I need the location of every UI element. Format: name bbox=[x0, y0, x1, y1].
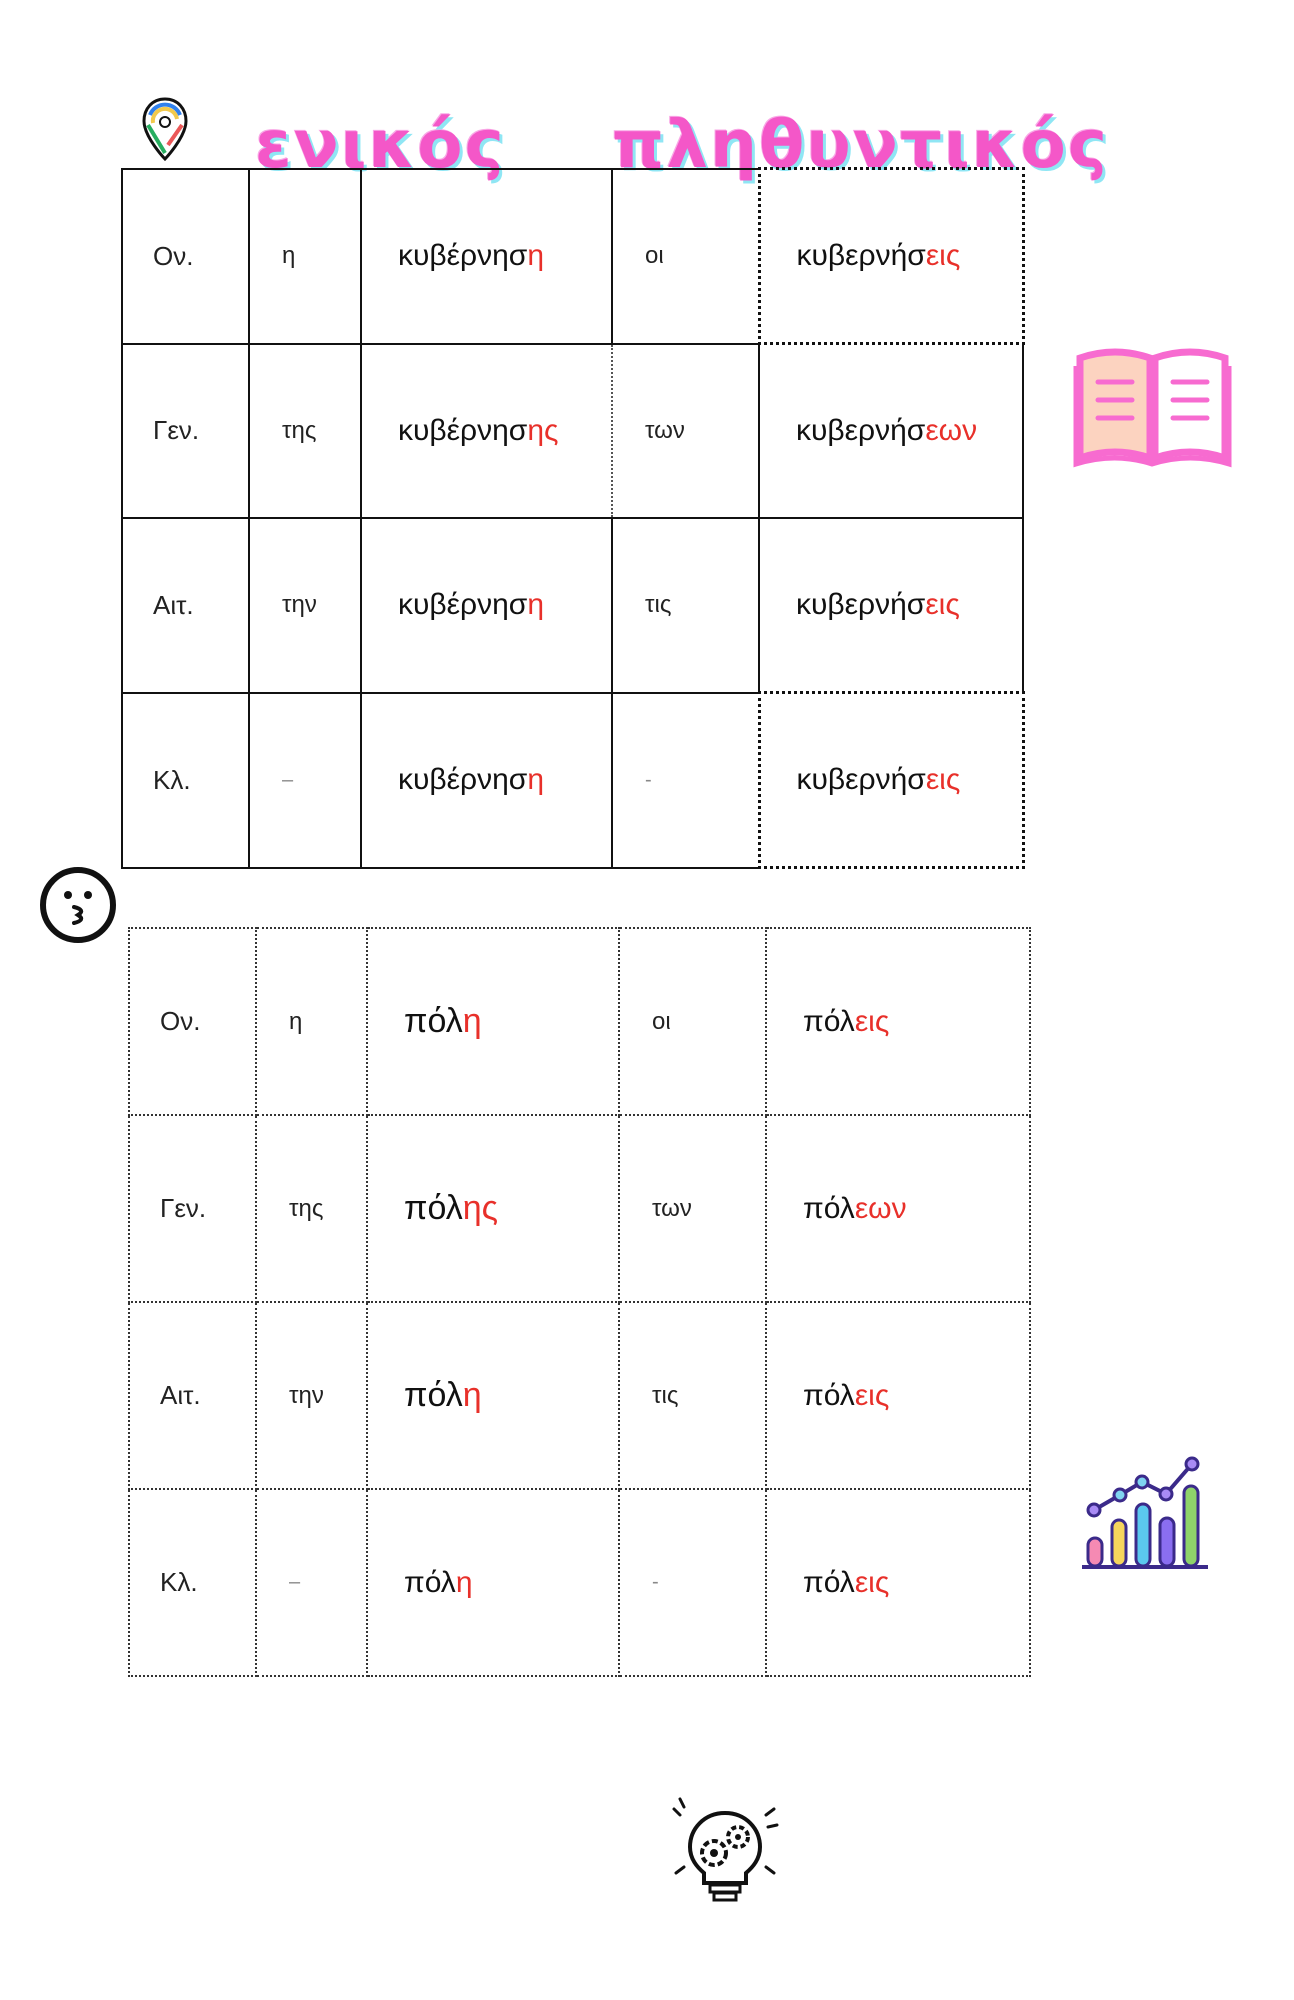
word-ending: εων bbox=[854, 1191, 907, 1225]
word-ending: εις bbox=[925, 239, 961, 272]
article-singular: – bbox=[256, 1489, 367, 1676]
case-label: Κλ. bbox=[129, 1489, 256, 1676]
word-stem: κυβέρνησ bbox=[398, 239, 528, 272]
declension-table-kyvernisi bbox=[121, 167, 1025, 869]
table-row bbox=[122, 693, 1023, 868]
article-singular: – bbox=[249, 693, 361, 868]
word-plural bbox=[766, 1302, 1030, 1489]
word-singular bbox=[367, 1302, 619, 1489]
declension-table-poli bbox=[128, 927, 1031, 1677]
article-singular: την bbox=[249, 518, 361, 693]
article-singular: της bbox=[256, 1115, 367, 1302]
word-stem: πόλ bbox=[803, 1565, 855, 1599]
word-stem: κυβερνήσ bbox=[796, 414, 926, 447]
map-pin-icon bbox=[140, 95, 190, 165]
lightbulb-gears-icon bbox=[670, 1795, 780, 1905]
word-stem: πόλ bbox=[803, 1004, 855, 1038]
case-label: Αιτ. bbox=[122, 518, 249, 693]
article-plural: - bbox=[619, 1489, 766, 1676]
word-ending: η bbox=[455, 1565, 473, 1599]
word-stem: κυβέρνησ bbox=[398, 588, 528, 622]
word-stem: πόλ bbox=[404, 1189, 463, 1227]
word-stem: κυβερνήσ bbox=[796, 588, 926, 621]
case-label: Γεν. bbox=[129, 1115, 256, 1302]
word-stem: κυβέρνησ bbox=[398, 763, 528, 796]
word-stem: πόλ bbox=[803, 1378, 855, 1412]
case-label: Κλ. bbox=[122, 693, 249, 868]
article-plural: - bbox=[612, 693, 759, 868]
table-row bbox=[129, 1489, 1030, 1676]
case-label: Αιτ. bbox=[129, 1302, 256, 1489]
word-ending: εις bbox=[854, 1378, 890, 1412]
word-stem: πόλ bbox=[404, 1002, 463, 1040]
word-plural bbox=[766, 1115, 1030, 1302]
word-ending: ης bbox=[462, 1189, 499, 1227]
word-ending: εις bbox=[854, 1004, 890, 1038]
word-ending: εων bbox=[925, 414, 978, 447]
word-singular bbox=[367, 928, 619, 1115]
word-stem: πόλ bbox=[404, 1376, 463, 1414]
word-singular bbox=[361, 169, 612, 344]
article-singular: την bbox=[256, 1302, 367, 1489]
article-singular: η bbox=[249, 169, 361, 344]
title-singular: ενικός bbox=[255, 106, 506, 183]
table-row bbox=[129, 1302, 1030, 1489]
article-singular: της bbox=[249, 344, 361, 519]
table-row bbox=[122, 518, 1023, 693]
article-plural: οι bbox=[612, 169, 759, 344]
open-book-icon bbox=[1070, 340, 1235, 470]
word-stem: κυβερνήσ bbox=[796, 239, 926, 272]
case-label: Ον. bbox=[129, 928, 256, 1115]
word-ending: η bbox=[527, 239, 544, 272]
word-stem: πόλ bbox=[803, 1191, 855, 1225]
word-ending: η bbox=[527, 763, 544, 796]
word-plural bbox=[766, 928, 1030, 1115]
article-plural: τις bbox=[612, 518, 759, 693]
table-row bbox=[129, 1115, 1030, 1302]
article-plural: των bbox=[619, 1115, 766, 1302]
word-ending: ης bbox=[527, 413, 559, 447]
table-row bbox=[122, 344, 1023, 519]
word-plural bbox=[759, 693, 1023, 868]
word-plural bbox=[759, 344, 1023, 519]
case-label: Ον. bbox=[122, 169, 249, 344]
article-plural: οι bbox=[619, 928, 766, 1115]
word-ending: εις bbox=[925, 763, 961, 796]
word-singular bbox=[361, 344, 612, 519]
title-plural: πληθυντικός bbox=[612, 106, 1110, 183]
word-stem: πόλ bbox=[404, 1565, 456, 1599]
table-row bbox=[122, 169, 1023, 344]
word-ending: η bbox=[527, 588, 544, 622]
word-ending: η bbox=[462, 1376, 482, 1414]
word-plural bbox=[759, 169, 1023, 344]
kissing-face-icon bbox=[38, 865, 118, 945]
article-singular: η bbox=[256, 928, 367, 1115]
word-ending: εις bbox=[854, 1565, 890, 1599]
table-row bbox=[129, 928, 1030, 1115]
word-ending: η bbox=[462, 1002, 482, 1040]
case-label: Γεν. bbox=[122, 344, 249, 519]
word-stem: κυβερνήσ bbox=[796, 763, 926, 796]
article-plural: τις bbox=[619, 1302, 766, 1489]
word-plural bbox=[759, 518, 1023, 693]
word-singular bbox=[367, 1115, 619, 1302]
word-singular bbox=[361, 518, 612, 693]
word-stem: κυβέρνησ bbox=[398, 413, 528, 447]
growth-chart-icon bbox=[1080, 1440, 1210, 1575]
word-singular bbox=[361, 693, 612, 868]
word-singular bbox=[367, 1489, 619, 1676]
word-plural bbox=[766, 1489, 1030, 1676]
article-plural: των bbox=[612, 344, 759, 519]
word-ending: εις bbox=[925, 588, 960, 621]
